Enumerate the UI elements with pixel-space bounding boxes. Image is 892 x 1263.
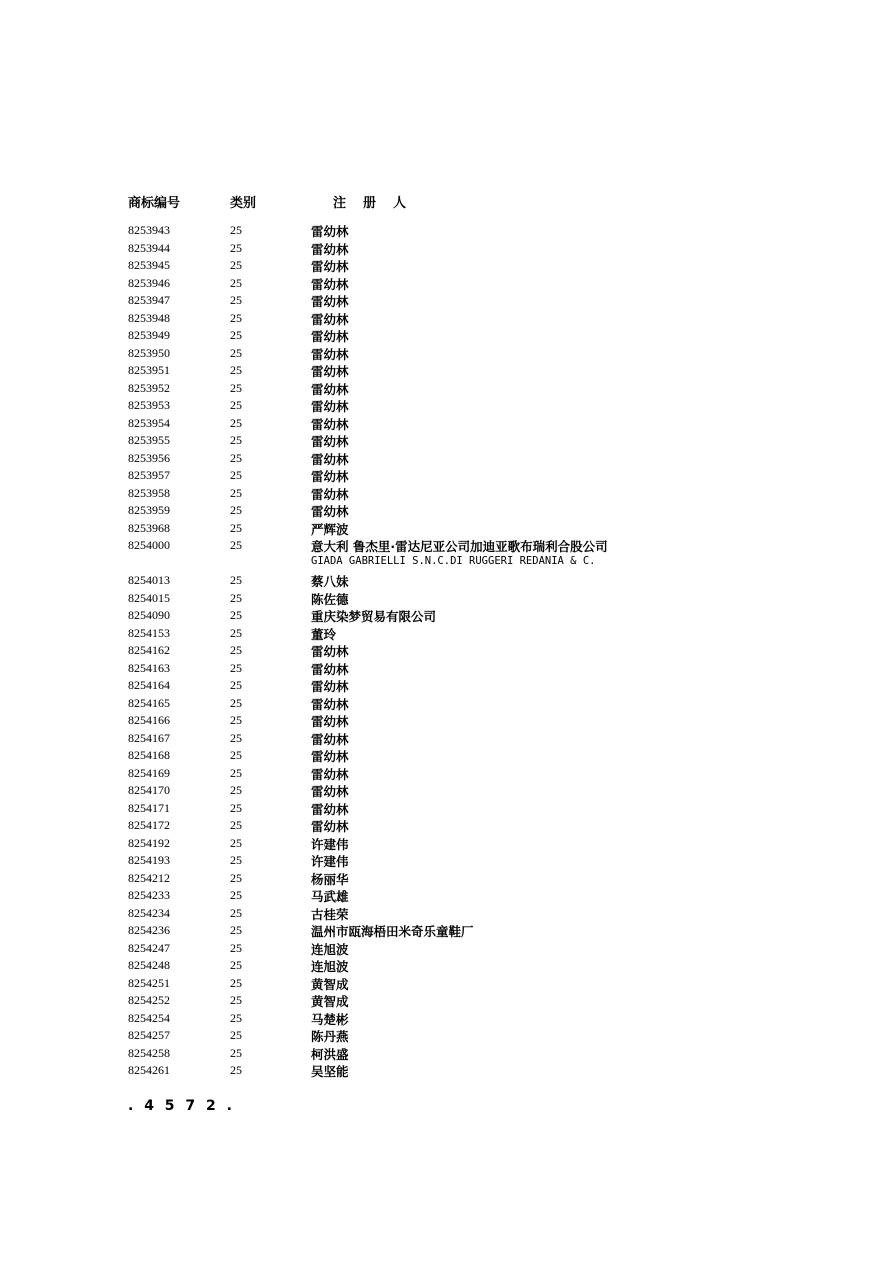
table-row xyxy=(0,1062,892,1080)
table-row xyxy=(0,677,892,695)
trademark-number: 8254168 xyxy=(128,748,170,762)
table-row xyxy=(0,590,892,608)
trademark-class: 25 xyxy=(230,398,242,412)
trademark-class: 25 xyxy=(230,590,242,605)
trademark-class: 25 xyxy=(230,748,242,762)
trademark-class: 25 xyxy=(230,468,242,482)
trademark-class: 25 xyxy=(230,765,242,780)
trademark-number: 8253948 xyxy=(128,310,170,325)
table-row xyxy=(0,415,892,433)
trademark-class: 25 xyxy=(230,573,242,587)
table-row xyxy=(0,450,892,468)
table-row xyxy=(0,502,892,520)
trademark-number: 8254013 xyxy=(128,573,170,587)
trademark-number: 8253954 xyxy=(128,415,170,430)
trademark-number: 8253950 xyxy=(128,345,170,360)
registrant-name: 雷幼林 xyxy=(311,766,349,782)
trademark-number: 8253946 xyxy=(128,275,170,290)
trademark-number: 8254167 xyxy=(128,730,170,745)
registrant-name: 连旭波 xyxy=(311,959,349,974)
table-row xyxy=(0,992,892,1010)
trademark-class: 25 xyxy=(230,328,242,342)
registrant-name: 雷幼林 xyxy=(311,311,349,327)
trademark-class: 25 xyxy=(230,818,242,832)
table-row xyxy=(0,712,892,730)
table-row xyxy=(0,957,892,975)
trademark-class: 25 xyxy=(230,958,242,972)
registrant-name: 陈佐德 xyxy=(311,591,349,607)
registrant-name: 雷幼林 xyxy=(311,714,349,729)
trademark-class: 25 xyxy=(230,1028,242,1042)
registrant-name: 雷幼林 xyxy=(311,504,349,519)
trademark-number: 8254257 xyxy=(128,1028,170,1042)
table-row xyxy=(0,940,892,958)
table-row xyxy=(0,327,892,345)
trademark-class: 25 xyxy=(230,923,242,937)
trademark-number: 8253945 xyxy=(128,258,170,272)
registrant-name: 严辉波 xyxy=(311,521,349,537)
registrant-name: 黄智成 xyxy=(311,994,349,1009)
table-row xyxy=(0,1027,892,1045)
trademark-number: 8253944 xyxy=(128,240,170,255)
trademark-class: 25 xyxy=(230,1063,242,1077)
trademark-class: 25 xyxy=(230,363,242,377)
table-row xyxy=(0,362,892,380)
table-row xyxy=(0,537,892,572)
registrant-name: 马武雄 xyxy=(311,889,349,904)
registrant-name: 雷幼林 xyxy=(311,399,349,414)
trademark-number: 8253952 xyxy=(128,380,170,395)
registrant-name: 吴坚能 xyxy=(311,1064,349,1079)
table-row xyxy=(0,905,892,923)
trademark-number: 8254164 xyxy=(128,678,170,692)
table-row xyxy=(0,800,892,818)
table-row xyxy=(0,380,892,398)
trademark-number: 8254233 xyxy=(128,888,170,902)
registrant-name: 杨丽华 xyxy=(311,871,349,887)
trademark-class: 25 xyxy=(230,695,242,710)
trademark-class: 25 xyxy=(230,240,242,255)
trademark-class: 25 xyxy=(230,520,242,535)
trademark-class: 25 xyxy=(230,293,242,307)
registrant-name: 陈丹燕 xyxy=(311,1029,349,1044)
trademark-class: 25 xyxy=(230,993,242,1007)
trademark-number: 8254248 xyxy=(128,958,170,972)
trademark-number: 8254192 xyxy=(128,835,170,850)
registrant-name: 重庆染梦贸易有限公司 xyxy=(311,609,437,624)
table-row xyxy=(0,257,892,275)
registrant-name: 雷幼林 xyxy=(311,644,349,659)
trademark-number: 8254212 xyxy=(128,870,170,885)
trademark-class: 25 xyxy=(230,713,242,727)
table-row xyxy=(0,922,892,940)
trademark-number: 8254165 xyxy=(128,695,170,710)
trademark-class: 25 xyxy=(230,853,242,867)
registrant-name: 雷幼林 xyxy=(311,416,349,432)
header-registrant: 注 册 人 xyxy=(333,196,409,211)
trademark-number: 8254163 xyxy=(128,660,170,675)
table-row xyxy=(0,432,892,450)
trademark-class: 25 xyxy=(230,678,242,692)
registrant-name: 雷幼林 xyxy=(311,241,349,257)
trademark-class: 25 xyxy=(230,450,242,465)
registrant-name: 雷幼林 xyxy=(311,451,349,467)
table-row xyxy=(0,520,892,538)
trademark-class: 25 xyxy=(230,223,242,237)
trademark-number: 8254172 xyxy=(128,818,170,832)
trademark-class: 25 xyxy=(230,380,242,395)
table-row xyxy=(0,695,892,713)
table-row xyxy=(0,1045,892,1063)
registrant-name: 雷幼林 xyxy=(311,749,349,764)
trademark-number: 8253943 xyxy=(128,223,170,237)
registrant-name: 雷幼林 xyxy=(311,329,349,344)
trademark-number: 8253959 xyxy=(128,503,170,517)
trademark-number: 8254247 xyxy=(128,940,170,955)
registrant-name: 董玲 xyxy=(311,626,337,642)
table-row xyxy=(0,222,892,240)
registrant-name: 连旭波 xyxy=(311,941,349,957)
registrant-name: 雷幼林 xyxy=(311,801,349,817)
table-row xyxy=(0,310,892,328)
trademark-class: 25 xyxy=(230,415,242,430)
trademark-number: 8254252 xyxy=(128,993,170,1007)
table-row xyxy=(0,747,892,765)
registrant-name: 雷幼林 xyxy=(311,259,349,274)
trademark-class: 25 xyxy=(230,783,242,797)
trademark-class: 25 xyxy=(230,503,242,517)
page-number: . 4 5 7 2 . xyxy=(128,1098,235,1114)
trademark-class: 25 xyxy=(230,730,242,745)
trademark-class: 25 xyxy=(230,275,242,290)
trademark-class: 25 xyxy=(230,660,242,675)
table-row xyxy=(0,467,892,485)
table-row xyxy=(0,240,892,258)
registrant-name: 温州市瓯海梧田米奇乐童鞋厂 xyxy=(311,924,474,939)
registrant-name: 雷幼林 xyxy=(311,661,349,677)
trademark-number: 8253949 xyxy=(128,328,170,342)
trademark-number: 8254251 xyxy=(128,975,170,990)
trademark-class: 25 xyxy=(230,835,242,850)
table-row xyxy=(0,887,892,905)
table-row xyxy=(0,572,892,590)
table-row xyxy=(0,292,892,310)
trademark-number: 8254000 xyxy=(128,538,170,552)
trademark-number: 8254171 xyxy=(128,800,170,815)
trademark-class: 25 xyxy=(230,940,242,955)
registrant-name: 雷幼林 xyxy=(311,784,349,799)
trademark-class: 25 xyxy=(230,485,242,500)
trademark-number: 8254015 xyxy=(128,590,170,605)
table-row xyxy=(0,782,892,800)
trademark-class: 25 xyxy=(230,800,242,815)
table-row xyxy=(0,870,892,888)
trademark-number: 8254234 xyxy=(128,905,170,920)
registrant-name: 雷幼林 xyxy=(311,731,349,747)
registrant-name-latin: GIADA GABRIELLI S.N.C.DI RUGGERI REDANIA & C. xyxy=(311,555,596,567)
registrant-name: 雷幼林 xyxy=(311,224,349,239)
table-row xyxy=(0,852,892,870)
trademark-class: 25 xyxy=(230,870,242,885)
table-row xyxy=(0,835,892,853)
trademark-number: 8253953 xyxy=(128,398,170,412)
table-row xyxy=(0,275,892,293)
header-class: 类别 xyxy=(230,196,257,211)
trademark-number: 8253951 xyxy=(128,363,170,377)
table-row xyxy=(0,660,892,678)
table-row xyxy=(0,625,892,643)
trademark-table xyxy=(0,222,892,1080)
trademark-class: 25 xyxy=(230,310,242,325)
trademark-class: 25 xyxy=(230,888,242,902)
table-row xyxy=(0,345,892,363)
registrant-name: 意大利 鲁杰里·雷达尼亚公司加迪亚歌布瑞利合股公司 xyxy=(311,539,608,554)
registrant-name: 雷幼林 xyxy=(311,346,349,362)
table-row xyxy=(0,397,892,415)
registrant-name: 柯洪盛 xyxy=(311,1046,349,1062)
trademark-number: 8254166 xyxy=(128,713,170,727)
trademark-class: 25 xyxy=(230,538,242,552)
registrant-name: 雷幼林 xyxy=(311,469,349,484)
trademark-number: 8253957 xyxy=(128,468,170,482)
trademark-number: 8254258 xyxy=(128,1045,170,1060)
trademark-number: 8254193 xyxy=(128,853,170,867)
trademark-class: 25 xyxy=(230,608,242,622)
registrant-name: 许建伟 xyxy=(311,836,349,852)
registrant-name: 雷幼林 xyxy=(311,819,349,834)
trademark-number: 8254090 xyxy=(128,608,170,622)
table-row xyxy=(0,817,892,835)
trademark-number: 8253955 xyxy=(128,433,170,447)
registrant-name: 雷幼林 xyxy=(311,381,349,397)
registrant-name: 雷幼林 xyxy=(311,276,349,292)
table-row xyxy=(0,730,892,748)
trademark-class: 25 xyxy=(230,433,242,447)
table-header xyxy=(0,192,892,210)
header-trademark-number: 商标编号 xyxy=(128,196,181,211)
trademark-class: 25 xyxy=(230,258,242,272)
trademark-number: 8254153 xyxy=(128,625,170,640)
trademark-number: 8254162 xyxy=(128,643,170,657)
trademark-class: 25 xyxy=(230,625,242,640)
trademark-number: 8254169 xyxy=(128,765,170,780)
trademark-class: 25 xyxy=(230,975,242,990)
registrant-name: 雷幼林 xyxy=(311,294,349,309)
table-row xyxy=(0,1010,892,1028)
registrant-name: 许建伟 xyxy=(311,854,349,869)
registrant-name: 黄智成 xyxy=(311,976,349,992)
table-row xyxy=(0,485,892,503)
registrant-name: 雷幼林 xyxy=(311,434,349,449)
table-row xyxy=(0,975,892,993)
trademark-number: 8253968 xyxy=(128,520,170,535)
table-row xyxy=(0,642,892,660)
trademark-number: 8253956 xyxy=(128,450,170,465)
registrant-name: 雷幼林 xyxy=(311,679,349,694)
registrant-name: 雷幼林 xyxy=(311,364,349,379)
registrant-name: 古桂荣 xyxy=(311,906,349,922)
trademark-number: 8253947 xyxy=(128,293,170,307)
registrant-name: 雷幼林 xyxy=(311,696,349,712)
registrant-name: 马楚彬 xyxy=(311,1011,349,1027)
trademark-class: 25 xyxy=(230,345,242,360)
trademark-number: 8253958 xyxy=(128,485,170,500)
trademark-number: 8254236 xyxy=(128,923,170,937)
trademark-number: 8254170 xyxy=(128,783,170,797)
trademark-class: 25 xyxy=(230,905,242,920)
trademark-number: 8254261 xyxy=(128,1063,170,1077)
trademark-class: 25 xyxy=(230,1010,242,1025)
registrant-name: 雷幼林 xyxy=(311,486,349,502)
registrant-name: 蔡八妹 xyxy=(311,574,349,589)
trademark-number: 8254254 xyxy=(128,1010,170,1025)
trademark-class: 25 xyxy=(230,643,242,657)
table-row xyxy=(0,765,892,783)
table-row xyxy=(0,607,892,625)
trademark-class: 25 xyxy=(230,1045,242,1060)
